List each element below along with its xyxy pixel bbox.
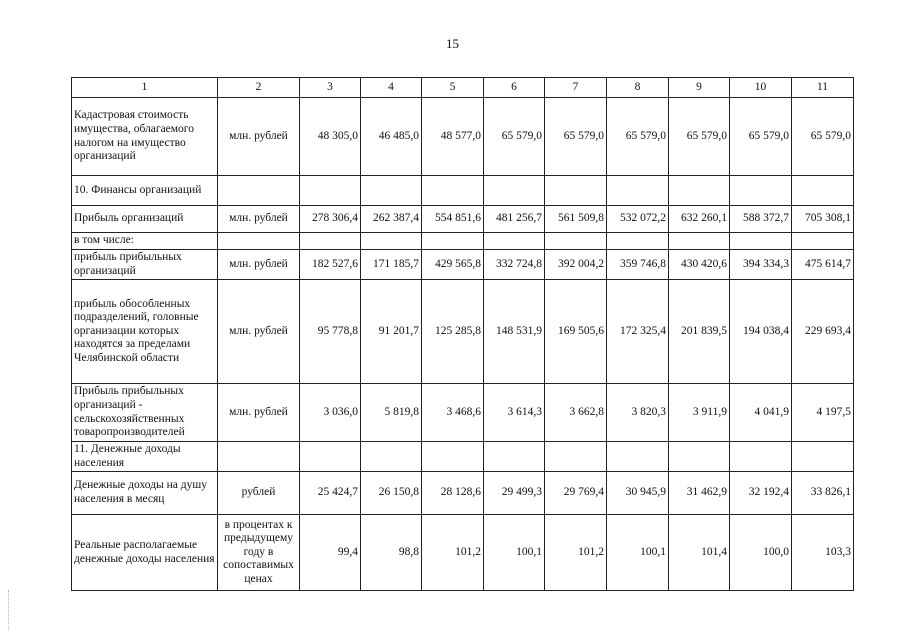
table-cell: 100,1 (484, 515, 545, 591)
table-cell (607, 176, 669, 206)
table-cell: 48 305,0 (300, 98, 361, 176)
table-cell: 430 420,6 (669, 250, 730, 280)
table-cell: 201 839,5 (669, 280, 730, 384)
table-cell: 65 579,0 (669, 98, 730, 176)
table-cell: 30 945,9 (607, 472, 669, 515)
table-cell (484, 442, 545, 472)
row-unit: млн. рублей (218, 98, 300, 176)
table-cell: 48 577,0 (422, 98, 484, 176)
table-cell: 32 192,4 (730, 472, 792, 515)
table-cell: 182 527,6 (300, 250, 361, 280)
table-cell: 98,8 (361, 515, 422, 591)
table-cell: 3 820,3 (607, 384, 669, 442)
table-cell: 99,4 (300, 515, 361, 591)
table-cell: 171 185,7 (361, 250, 422, 280)
table-cell: 3 911,9 (669, 384, 730, 442)
row-unit: млн. рублей (218, 280, 300, 384)
table-row (72, 250, 854, 280)
table-cell (484, 176, 545, 206)
table-cell: 100,0 (730, 515, 792, 591)
table-row (72, 384, 854, 442)
table-row (72, 233, 854, 250)
table-cell: 554 851,6 (422, 206, 484, 233)
table-cell: 632 260,1 (669, 206, 730, 233)
table-cell: 65 579,0 (545, 98, 607, 176)
table-cell: 91 201,7 (361, 280, 422, 384)
table-cell (300, 442, 361, 472)
column-number: 6 (484, 78, 545, 98)
row-unit (218, 442, 300, 472)
table-row (72, 515, 854, 591)
table-cell: 65 579,0 (792, 98, 854, 176)
table-cell: 125 285,8 (422, 280, 484, 384)
table-cell: 588 372,7 (730, 206, 792, 233)
row-unit (218, 176, 300, 206)
table-cell: 3 036,0 (300, 384, 361, 442)
section-row (72, 442, 854, 472)
table-cell: 3 662,8 (545, 384, 607, 442)
column-number: 3 (300, 78, 361, 98)
row-label: в том числе: (72, 233, 218, 250)
table-cell (792, 176, 854, 206)
table-cell: 46 485,0 (361, 98, 422, 176)
row-label: прибыль обособленных подразделений, головные организации которых находятся за пределами Челябинской области (72, 280, 218, 384)
table-cell: 262 387,4 (361, 206, 422, 233)
table-cell: 31 462,9 (669, 472, 730, 515)
column-number: 5 (422, 78, 484, 98)
table-row (72, 98, 854, 176)
scan-edge-mark (8, 590, 10, 630)
table-cell: 95 778,8 (300, 280, 361, 384)
table-cell: 532 072,2 (607, 206, 669, 233)
table-cell: 65 579,0 (730, 98, 792, 176)
table-cell: 65 579,0 (484, 98, 545, 176)
table-cell: 359 746,8 (607, 250, 669, 280)
table-cell (545, 442, 607, 472)
table-cell: 29 769,4 (545, 472, 607, 515)
table-cell (545, 176, 607, 206)
table-cell (361, 442, 422, 472)
table-cell: 26 150,8 (361, 472, 422, 515)
table-cell (607, 442, 669, 472)
table-cell: 101,2 (422, 515, 484, 591)
table-cell: 705 308,1 (792, 206, 854, 233)
table-cell: 332 724,8 (484, 250, 545, 280)
page-number: 15 (446, 36, 459, 51)
column-number: 7 (545, 78, 607, 98)
row-label: Прибыль прибыльных организаций - сельскохозяйственных товаропроизводителей (72, 384, 218, 442)
table-cell: 169 505,6 (545, 280, 607, 384)
column-number: 2 (218, 78, 300, 98)
column-numbers-header (72, 78, 854, 98)
column-number: 4 (361, 78, 422, 98)
table-cell: 101,2 (545, 515, 607, 591)
table-cell (361, 176, 422, 206)
table-cell: 481 256,7 (484, 206, 545, 233)
table-cell: 3 614,3 (484, 384, 545, 442)
table-cell: 28 128,6 (422, 472, 484, 515)
table-cell: 172 325,4 (607, 280, 669, 384)
table-cell (730, 176, 792, 206)
table-cell: 65 579,0 (607, 98, 669, 176)
row-label: прибыль прибыльных организаций (72, 250, 218, 280)
table-cell (669, 442, 730, 472)
table-cell: 3 468,6 (422, 384, 484, 442)
table-cell: 25 424,7 (300, 472, 361, 515)
section-row (72, 176, 854, 206)
table-cell: 394 334,3 (730, 250, 792, 280)
section-title: 11. Денежные доходы населения (72, 442, 218, 472)
table-cell: 561 509,8 (545, 206, 607, 233)
row-unit: в процентах к предыдущему году в сопоставимых ценах (218, 515, 300, 591)
row-label: Денежные доходы на душу населения в месяц (72, 472, 218, 515)
row-label: Прибыль организаций (72, 206, 218, 233)
table-row (72, 280, 854, 384)
table-cell: 475 614,7 (792, 250, 854, 280)
column-number: 1 (72, 78, 218, 98)
column-number: 9 (669, 78, 730, 98)
row-unit: млн. рублей (218, 206, 300, 233)
table-cell (484, 233, 545, 250)
table-cell (792, 233, 854, 250)
table-cell: 100,1 (607, 515, 669, 591)
table-cell (730, 233, 792, 250)
table-row (72, 472, 854, 515)
row-unit: рублей (218, 472, 300, 515)
table-cell: 4 197,5 (792, 384, 854, 442)
row-unit: млн. рублей (218, 384, 300, 442)
row-label: Кадастровая стоимость имущества, облагаемого налогом на имущество организаций (72, 98, 218, 176)
row-unit: млн. рублей (218, 250, 300, 280)
table-cell (669, 176, 730, 206)
table-cell: 29 499,3 (484, 472, 545, 515)
table-cell (607, 233, 669, 250)
table-cell: 229 693,4 (792, 280, 854, 384)
table-cell: 148 531,9 (484, 280, 545, 384)
column-number: 8 (607, 78, 669, 98)
table-cell (545, 233, 607, 250)
table-row (72, 206, 854, 233)
indicators-table (71, 77, 854, 591)
table-cell (792, 442, 854, 472)
table-cell (422, 176, 484, 206)
column-number: 11 (792, 78, 854, 98)
table-cell: 278 306,4 (300, 206, 361, 233)
section-title: 10. Финансы организаций (72, 176, 218, 206)
table-cell: 429 565,8 (422, 250, 484, 280)
table-cell (422, 442, 484, 472)
table-cell: 5 819,8 (361, 384, 422, 442)
column-number: 10 (730, 78, 792, 98)
table-cell (300, 176, 361, 206)
table-cell (300, 233, 361, 250)
table-cell (669, 233, 730, 250)
table-cell: 103,3 (792, 515, 854, 591)
table-cell: 4 041,9 (730, 384, 792, 442)
table-cell (422, 233, 484, 250)
table-cell: 194 038,4 (730, 280, 792, 384)
table-cell (361, 233, 422, 250)
table-cell (730, 442, 792, 472)
row-unit (218, 233, 300, 250)
table-cell: 33 826,1 (792, 472, 854, 515)
table-cell: 392 004,2 (545, 250, 607, 280)
row-label: Реальные располагаемые денежные доходы населения (72, 515, 218, 591)
table-cell: 101,4 (669, 515, 730, 591)
